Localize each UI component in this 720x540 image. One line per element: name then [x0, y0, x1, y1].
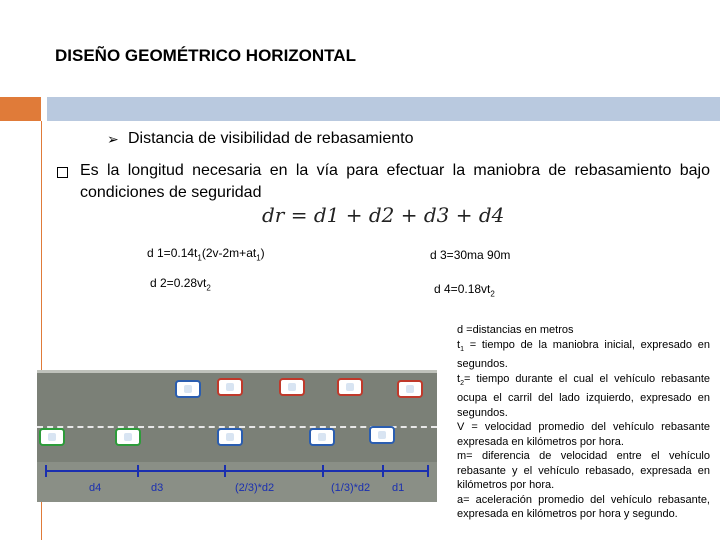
- car-green: [39, 428, 65, 446]
- road-edge: [37, 370, 437, 373]
- term-d4: d $4=0.18vt_2$: [434, 282, 495, 299]
- formula: dr = d1 + d2 + d3 + d4: [262, 203, 505, 227]
- legend-m: m= diferencia de velocidad entre el vehículo rebasante y el vehículo rebasado, expresada en kilómetros por hora.: [457, 450, 710, 492]
- car-blue: [217, 428, 243, 446]
- term-d3: d 3=30ma 90m: [430, 248, 511, 262]
- car-blue: [175, 380, 201, 398]
- car-blue: [309, 428, 335, 446]
- dimension-line: [45, 470, 429, 472]
- legend-t2: $t_2=$ tiempo durante el cual el vehículo rebasante ocupa el carril del lado izquierdo, expresado en segundos.: [457, 372, 710, 419]
- dimension-tick: [322, 465, 324, 477]
- dimension-tick: [45, 465, 47, 477]
- car-blue: [369, 426, 395, 444]
- legend-t1: $t_1$ = tiempo de la maniobra inicial, expresado en segundos.: [457, 338, 710, 371]
- car-red: [217, 378, 243, 396]
- dimension-tick: [427, 465, 429, 477]
- header-bar-accent: [0, 97, 41, 121]
- arrow-bullet-icon: ➢: [107, 131, 119, 147]
- subheading: Distancia de visibilidad de rebasamiento: [128, 130, 414, 147]
- header-bar: [47, 97, 720, 121]
- legend-a: a= aceleración promedio del vehículo rebasante, expresada en kilómetros por hora y segundo.: [457, 493, 710, 521]
- dimension-tick: [224, 465, 226, 477]
- dimension-tick: [382, 465, 384, 477]
- variable-legend: [457, 323, 710, 522]
- dimension-tick: [137, 465, 139, 477]
- legend-d: d =distancias en metros: [457, 324, 574, 336]
- car-green: [115, 428, 141, 446]
- diagram-label-d3: d3: [151, 482, 164, 494]
- term-d1: d $1=0.14t_1(2v-2m+at_1)$: [147, 246, 265, 263]
- distance-markers: [37, 462, 437, 502]
- legend-v: V = velocidad promedio del vehículo rebasante expresada en kilómetros por hora.: [457, 421, 710, 448]
- car-red: [337, 378, 363, 396]
- term-d2: d $2=0.28vt_2$: [150, 276, 211, 293]
- diagram-label-1-3-d2: (1/3)*d2: [331, 482, 371, 494]
- car-red: [397, 380, 423, 398]
- diagram-label-d1: d1: [392, 482, 405, 494]
- diagram-label-2-3-d2: (2/3)*d2: [235, 482, 275, 494]
- slide-title: DISEÑO GEOMÉTRICO HORIZONTAL: [55, 46, 356, 65]
- car-red: [279, 378, 305, 396]
- square-bullet-icon: [57, 167, 68, 178]
- diagram-label-d4: d4: [89, 482, 102, 494]
- definition-text: Es la longitud necesaria en la vía para efectuar la maniobra de rebasamiento bajo condiciones de seguridad: [80, 162, 710, 201]
